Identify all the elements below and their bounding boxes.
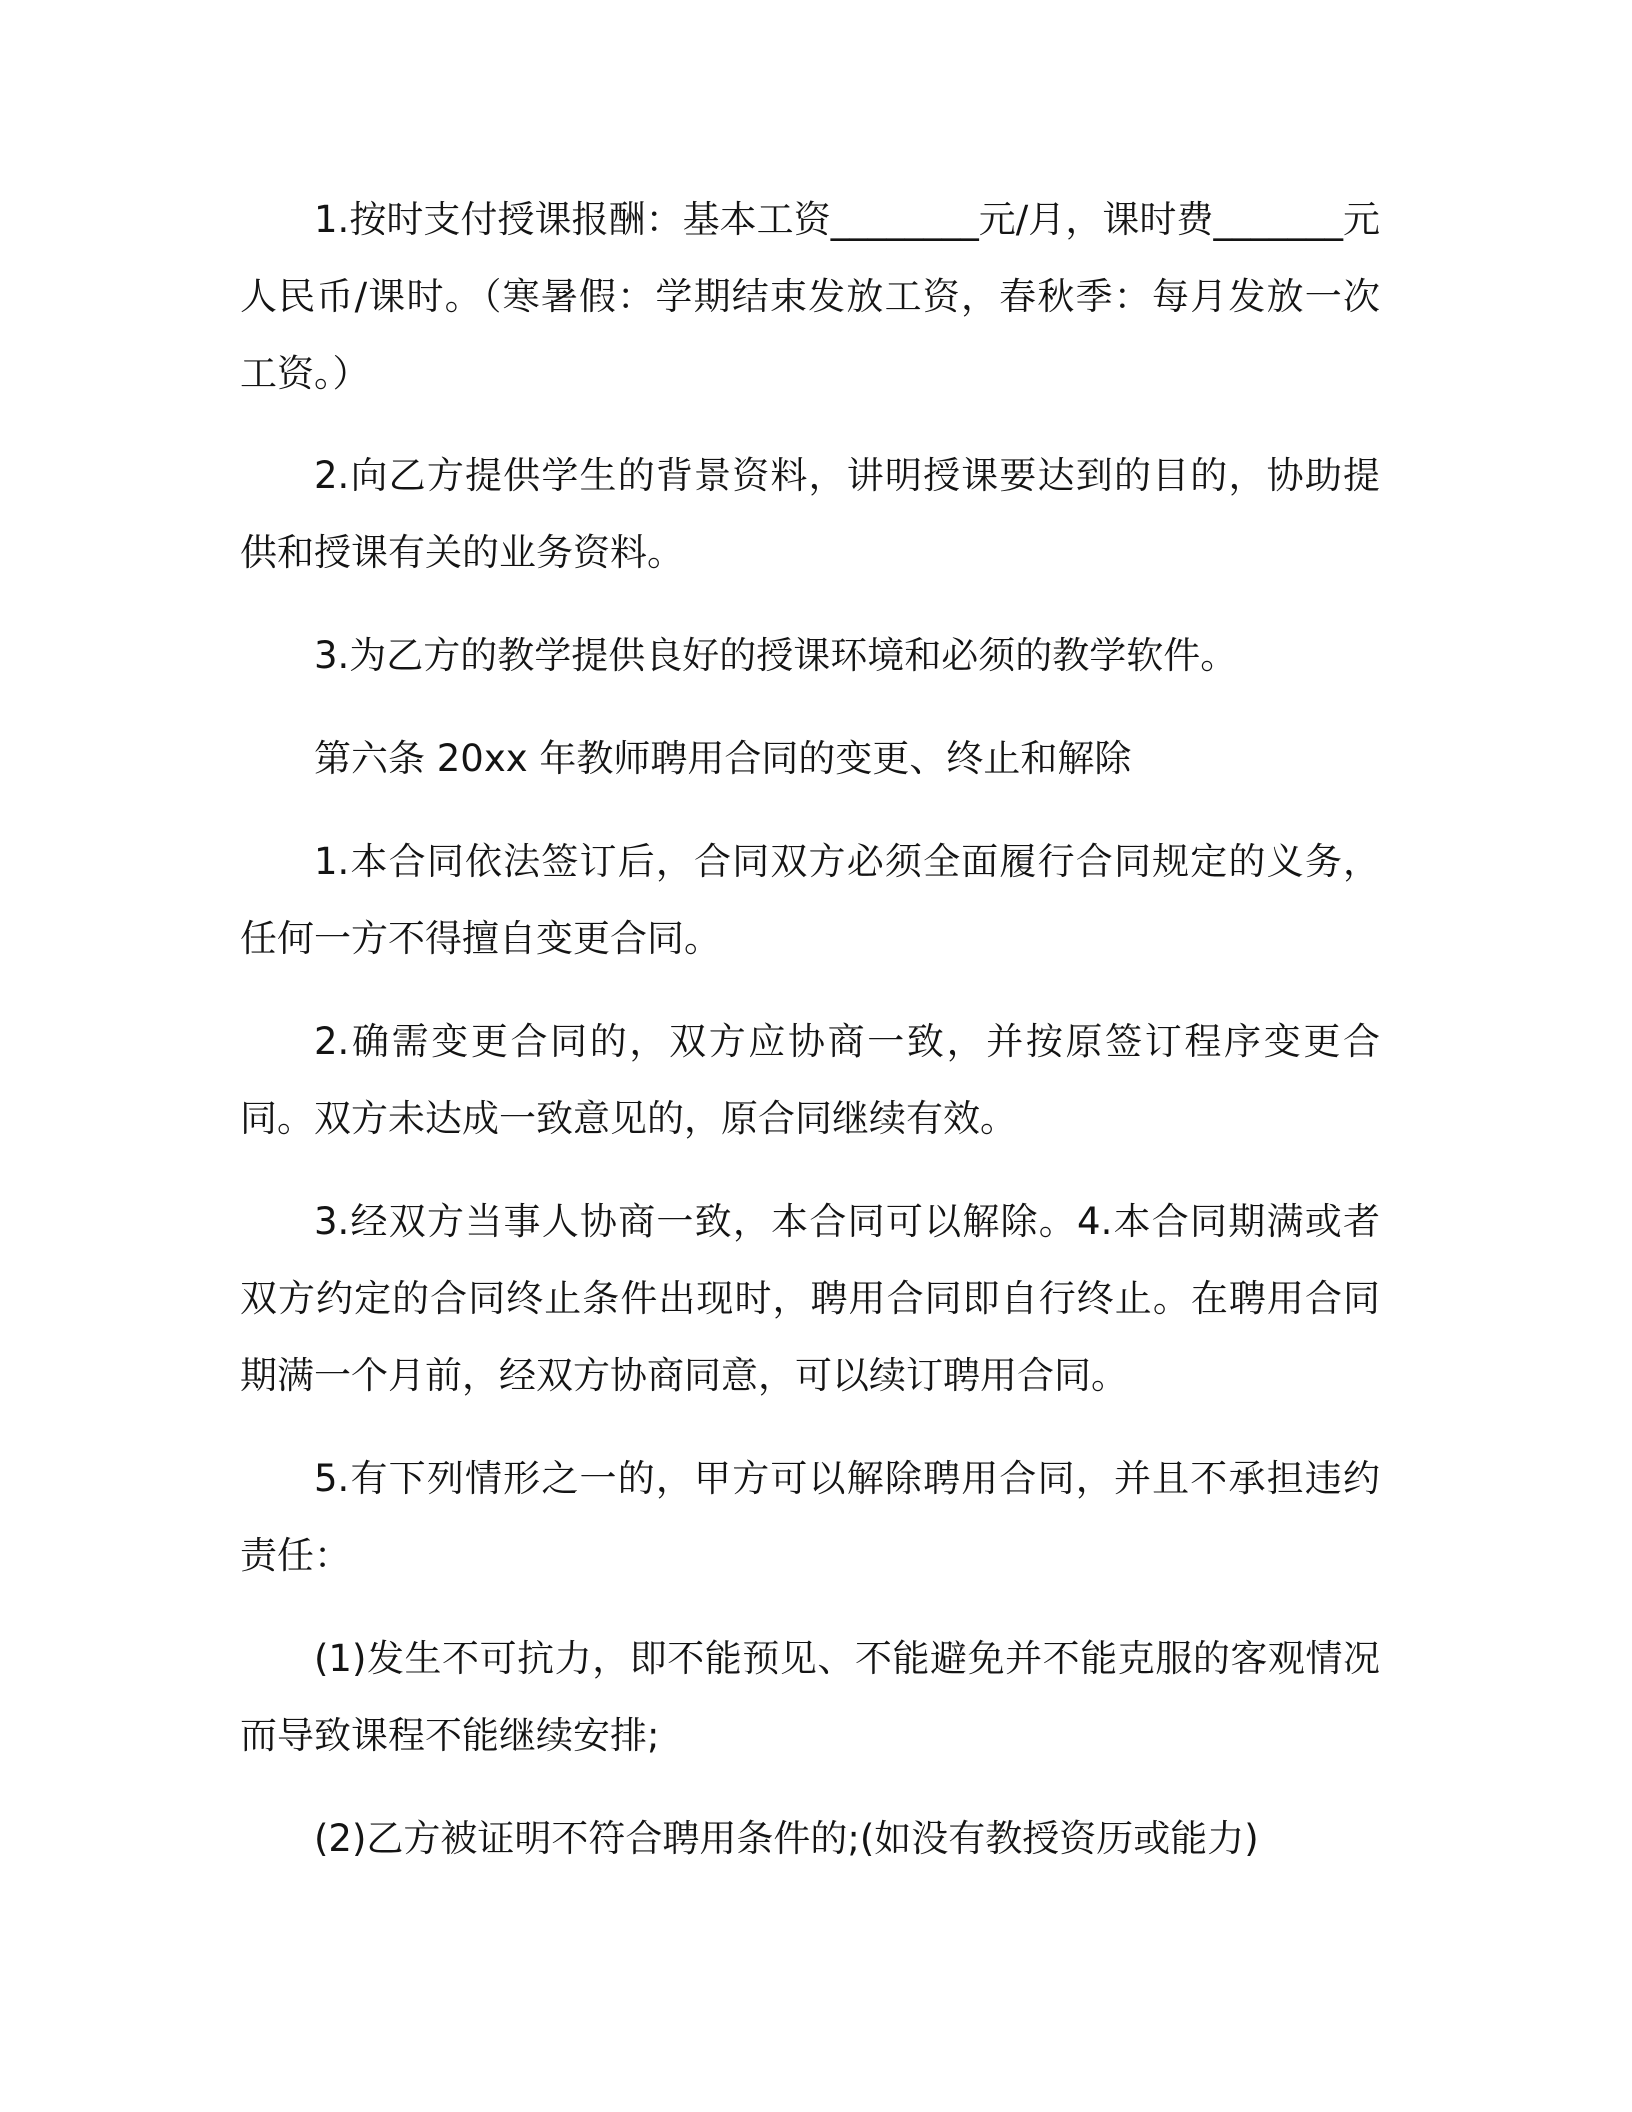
paragraph-text: 1.本合同依法签订后，合同双方必须全面履行合同规定的义务，任何一方不得擅自变更合同。: [240, 840, 1380, 960]
section-heading-text: 第六条 20xx 年教师聘用合同的变更、终止和解除: [314, 737, 1132, 780]
paragraph-text: 1.按时支付授课报酬：基本工资________元/月，课时费_______元人民币/课时。（寒暑假：学期结束发放工资，春秋季：每月发放一次工资。）: [240, 198, 1380, 395]
paragraph-contract-obligations: [240, 823, 1380, 977]
paragraph-student-materials: [240, 437, 1380, 591]
paragraph-text: 2.向乙方提供学生的背景资料，讲明授课要达到的目的，协助提供和授课有关的业务资料。: [240, 454, 1380, 574]
paragraph-contract-change: [240, 1003, 1380, 1157]
list-item-unqualified: [240, 1800, 1380, 1877]
list-item-text: (1)发生不可抗力，即不能预见、不能避免并不能克服的客观情况而导致课程不能继续安排;: [240, 1637, 1380, 1757]
paragraph-text: 3.经双方当事人协商一致，本合同可以解除。4.本合同期满或者双方约定的合同终止条件出现时，聘用合同即自行终止。在聘用合同期满一个月前，经双方协商同意，可以续订聘用合同。: [240, 1200, 1380, 1397]
paragraph-text: 2.确需变更合同的，双方应协商一致，并按原签订程序变更合同。双方未达成一致意见的，原合同继续有效。: [240, 1020, 1380, 1140]
list-item-force-majeure: [240, 1620, 1380, 1774]
paragraph-text: 5.有下列情形之一的，甲方可以解除聘用合同，并且不承担违约责任：: [240, 1457, 1380, 1577]
paragraph-termination-conditions: [240, 1440, 1380, 1594]
list-item-text: (2)乙方被证明不符合聘用条件的;(如没有教授资历或能力): [314, 1817, 1259, 1860]
paragraph-teaching-environment: [240, 617, 1380, 694]
paragraph-salary-payment: [240, 181, 1380, 412]
paragraph-contract-termination: [240, 1183, 1380, 1414]
section-heading-article-six: [240, 720, 1380, 797]
paragraph-text: 3.为乙方的教学提供良好的授课环境和必须的教学软件。: [314, 634, 1238, 677]
